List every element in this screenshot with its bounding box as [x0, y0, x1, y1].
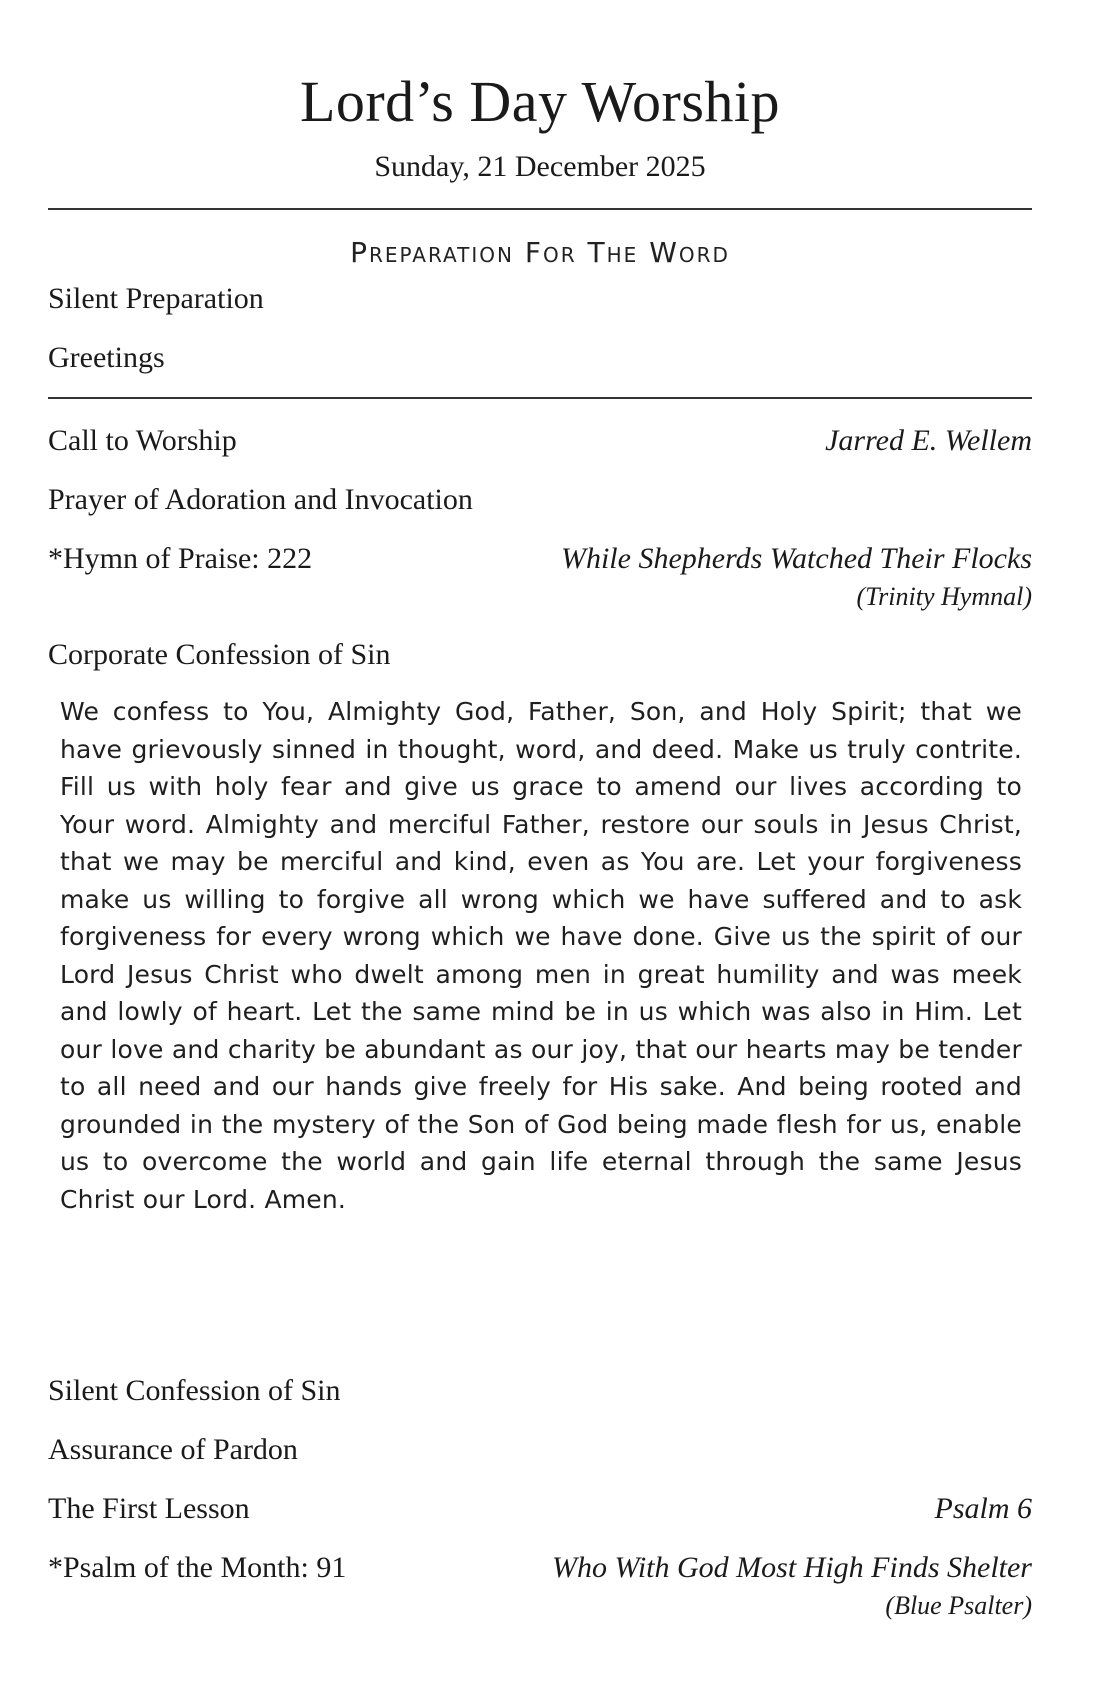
psalm-source: (Blue Psalter): [885, 1591, 1032, 1620]
item-label: The First Lesson: [48, 1492, 250, 1525]
item-silent-preparation: [48, 282, 1032, 326]
item-label: Call to Worship: [48, 424, 237, 457]
item-detail: Jarred E. Wellem: [825, 424, 1032, 457]
item-label: Silent Preparation: [48, 282, 264, 315]
item-call-to-worship: [48, 424, 1032, 468]
hymn-title: While Shepherds Watched Their Flocks: [560, 542, 1032, 575]
item-label: Greetings: [48, 341, 165, 374]
item-prayer-adoration: [48, 483, 1032, 527]
confession-prayer-text: We confess to You, Almighty God, Father, Son, and Holy Spirit; that we have grievously sinned in thought, word, and deed. Make us truly contrite. Fill us with holy fear and give us grace to amend our lives according to Your word. Almighty and merciful Father, restore our souls in Jesus Christ, that we may be merciful and kind, even as You are. Let your forgiveness make us willing to forgive all wrong which we have suffered and to ask forgiveness for every wrong which we have done. Give us the spirit of our Lord Jesus Christ who dwelt among men in great humility and was meek and lowly of heart. Let the same mind be in us which was also in Him. Let our love and charity be abundant as our joy, that our hearts may be tender to all need and our hands give freely for His sake. And being rooted and grounded in the mystery of the Son of God being made flesh for us, enable us to overcome the world and gain life eternal through the same Jesus Christ our Lord. Amen.: [60, 697, 1022, 1214]
item-label: Assurance of Pardon: [48, 1433, 298, 1466]
item-psalm: [48, 1551, 1032, 1620]
item-label: Corporate Confession of Sin: [48, 638, 391, 671]
item-silent-confession: [48, 1374, 1032, 1418]
item-confession: [48, 638, 1032, 682]
divider-top: [48, 208, 1032, 210]
service-date: Sunday, 21 December 2025: [374, 150, 706, 183]
item-label: Silent Confession of Sin: [48, 1374, 341, 1407]
section-heading: Preparation For The Word: [350, 236, 730, 269]
psalm-title: Who With God Most High Finds Shelter: [552, 1551, 1032, 1584]
item-hymn: [48, 542, 1032, 611]
item-label: *Psalm of the Month: 91: [48, 1551, 347, 1584]
item-label: *Hymn of Praise: 222: [48, 542, 313, 575]
item-label: Prayer of Adoration and Invocation: [48, 483, 473, 516]
hymn-source: (Trinity Hymnal): [856, 582, 1032, 611]
divider-middle: [48, 397, 1032, 399]
item-greetings: [48, 341, 1032, 385]
item-first-lesson: [48, 1492, 1032, 1536]
page-title: Lord’s Day Worship: [299, 69, 781, 134]
item-assurance: [48, 1433, 1032, 1477]
item-detail: Psalm 6: [934, 1492, 1032, 1525]
